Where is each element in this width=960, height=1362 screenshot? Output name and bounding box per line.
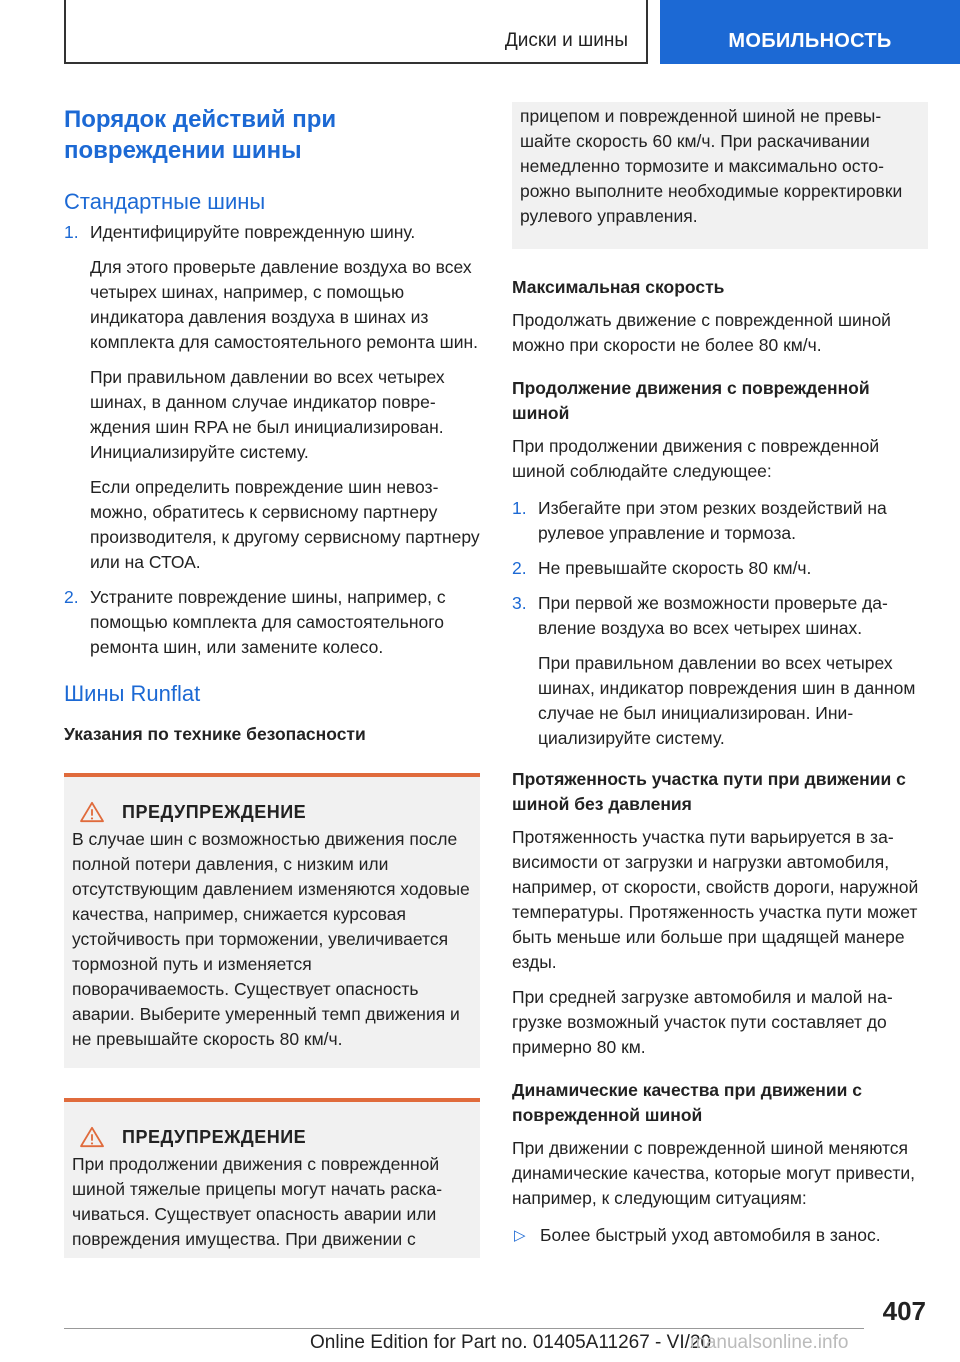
warning-box bbox=[64, 773, 480, 1068]
header-section-title: Диски и шины bbox=[504, 30, 628, 51]
bullet-text: Более быстрый уход автомобиля в занос. bbox=[540, 1225, 881, 1245]
list-number: 2. bbox=[512, 558, 527, 578]
warning-text: В случае шин с возможностью движения после полной потери давления, с низким или отсутствующим давлением изменяются ходовые качества, например, снижается курсовая устойчивость при торможении, увеличивается тормозной путь и изменяется поворачиваемость. Существует опасность аварии. Выберите умеренный темп движения и не превышайте скорость 80 км/ч. bbox=[72, 829, 470, 1049]
safety-heading: Указания по технике безопасности bbox=[64, 724, 366, 744]
header-chapter-tab: МОБИЛЬНОСТЬ bbox=[660, 0, 960, 64]
bullet-triangle-icon: ▷ bbox=[514, 1227, 526, 1244]
list-number: 1. bbox=[64, 222, 79, 242]
list-number: 2. bbox=[64, 587, 79, 607]
footer-edition: Online Edition for Part no. 01405A11267 - VI/20 bbox=[310, 1332, 712, 1353]
header-section-box bbox=[64, 0, 648, 64]
footer-divider bbox=[64, 1328, 864, 1329]
list-item bbox=[64, 220, 480, 575]
list-item-subtext: Для этого проверьте давление воздуха во всех четырех шинах, например, с помощью индикатора давления воздуха в шинах из комплекта для самостоятельного ремонта шин. bbox=[90, 257, 479, 352]
warning-title bbox=[78, 801, 472, 823]
bullet-item bbox=[512, 1223, 928, 1248]
warning-box bbox=[64, 1098, 480, 1258]
page-title: Порядок действий при повреждении шины bbox=[64, 106, 337, 164]
list-item-text: Идентифицируйте поврежденную шину. bbox=[90, 222, 416, 242]
list-item bbox=[512, 556, 928, 581]
list-number: 1. bbox=[512, 498, 527, 518]
list-number: 3. bbox=[512, 593, 527, 613]
warning-title-text: ПРЕДУПРЕЖДЕНИЕ bbox=[122, 801, 307, 822]
max-speed-text: Продолжать движение с поврежденной шиной можно при скорости не более 80 км/ч. bbox=[512, 310, 891, 355]
list-item-text: Избегайте при этом резких воздействий на рулевое управление и тормоза. bbox=[538, 498, 887, 543]
warning-text-continued: прицепом и поврежденной шиной не превышайте скорость 60 км/ч. При раскачивании немедленно тормозите и максимально осторожно выполните необходимые корректировки рулевого управления. bbox=[520, 106, 903, 226]
dynamic-text: При движении с поврежденной шиной меняются динамические качества, которые могут привести, например, к следующим ситуациям: bbox=[512, 1138, 916, 1208]
right-column bbox=[512, 102, 928, 1248]
list-item-text: Устраните повреждение шины, например, с помощью комплекта для самостоятельного ремонта шин, или замените колесо. bbox=[90, 587, 446, 657]
warning-box-continued bbox=[512, 102, 928, 249]
distance-paragraph: Протяженность участка пути варьируется в зависимости от загрузки и нагрузки автомобиля, например, от скорости, свойств дороги, наружной температуры. Протяженность участка пути может быть меньше или больше при щадящей манере езды. bbox=[512, 827, 919, 972]
footer-watermark: manualsonline.info bbox=[690, 1332, 849, 1353]
list-item bbox=[64, 585, 480, 660]
list-item-text: При первой же возможности проверьте давление воздуха во всех четырех шинах. bbox=[538, 593, 888, 638]
distance-paragraph: При средней загрузке автомобиля и малой нагрузке возможный участок пути составляет до примерно 80 км. bbox=[512, 987, 893, 1057]
distance-heading: Протяженность участка пути при движении с шиной без давления bbox=[512, 769, 906, 814]
warning-triangle-icon bbox=[78, 1126, 106, 1148]
page-number: 407 bbox=[882, 1296, 926, 1326]
standard-tires-heading: Стандартные шины bbox=[64, 189, 266, 214]
list-item-subtext: При правильном давлении во всех четырех шинах, в данном случае индикатор повреждения шин RPA не был инициализирован. Инициализируйте систему. bbox=[90, 367, 445, 462]
warning-title-text: ПРЕДУПРЕЖДЕНИЕ bbox=[122, 1126, 307, 1147]
dynamic-heading: Динамические качества при движении с поврежденной шиной bbox=[512, 1080, 862, 1125]
continue-steps-list bbox=[512, 496, 928, 751]
list-item-subtext: Если определить повреждение шин невозможно, обратитесь к сервисному партнеру производителя, к другому сервисному партнеру или на СТОА. bbox=[90, 477, 480, 572]
list-item bbox=[512, 591, 928, 751]
continue-driving-heading: Продолжение движения с поврежденной шиной bbox=[512, 378, 870, 423]
warning-triangle-icon bbox=[78, 801, 106, 823]
warning-text: При продолжении движения с поврежденной шиной тяжелые прицепы могут начать раскачиваться. Существует опасность аварии или повреждения имущества. При движении с bbox=[72, 1154, 443, 1249]
left-column bbox=[64, 104, 480, 1258]
continue-driving-intro: При продолжении движения с поврежденной шиной соблюдайте следующее: bbox=[512, 436, 880, 481]
list-item bbox=[512, 496, 928, 546]
warning-title bbox=[78, 1126, 472, 1148]
standard-steps-list bbox=[64, 220, 480, 660]
runflat-heading: Шины Runflat bbox=[64, 681, 201, 706]
list-item-text: Не превышайте скорость 80 км/ч. bbox=[538, 558, 812, 578]
list-item-subtext: При правильном давлении во всех четырех шинах, индикатор повреждения шин в данном случае не был инициализирован. Инициализируйте систему. bbox=[538, 653, 916, 748]
max-speed-heading: Максимальная скорость bbox=[512, 277, 725, 297]
